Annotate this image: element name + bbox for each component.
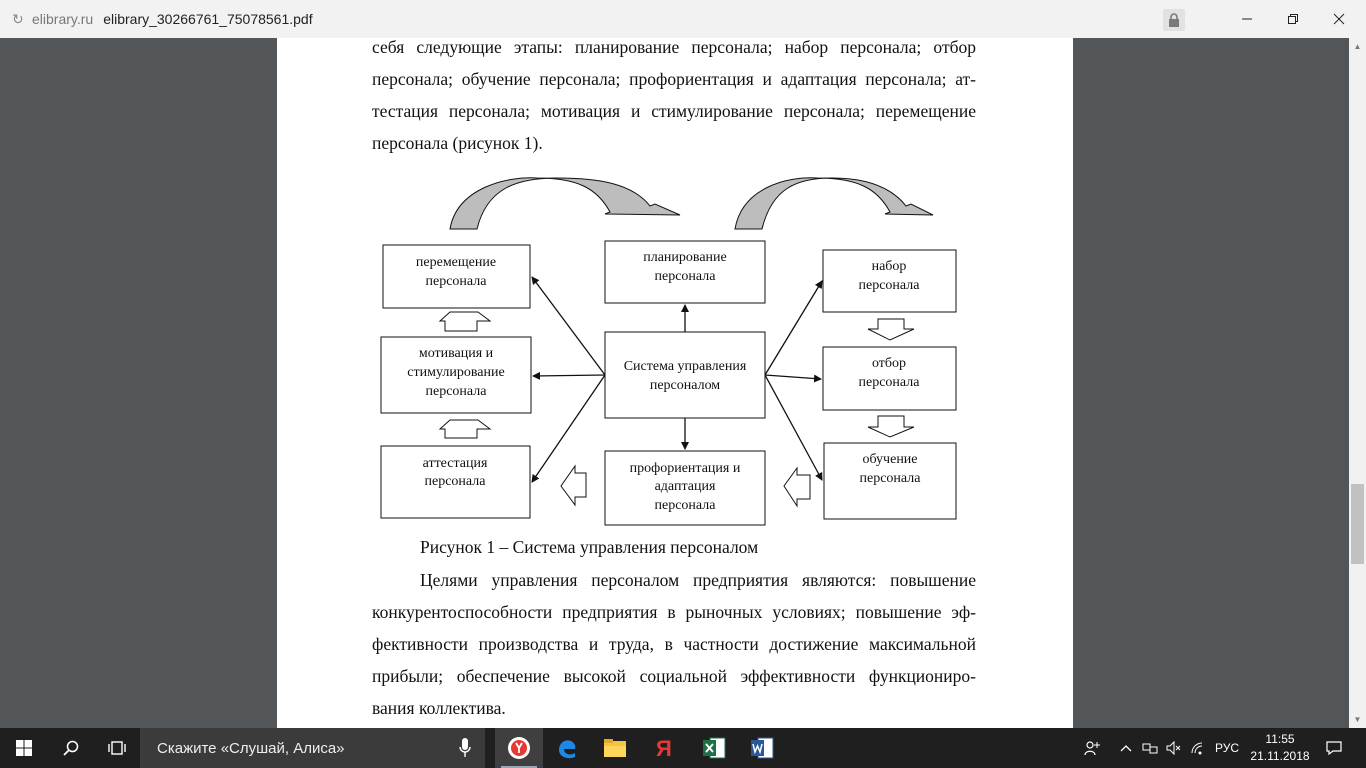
text-line: прибыли; обеспечение высокой социальной эффективности функциониро- (372, 666, 976, 686)
restore-button[interactable] (1270, 0, 1316, 38)
label-planning-1: планирование (643, 250, 727, 265)
excel-icon (702, 737, 726, 759)
label-selection-1: отбор (871, 356, 907, 371)
excel-app[interactable] (690, 728, 738, 768)
label-planning-2: персонала (654, 269, 716, 284)
reload-icon[interactable]: ↻ (12, 11, 24, 27)
scroll-down-icon[interactable]: ▼ (1353, 715, 1362, 724)
yandex-icon (653, 737, 673, 759)
arrow-to-attestation (532, 375, 605, 482)
block-arrow-down-bottom (868, 416, 914, 437)
task-view-icon[interactable] (94, 728, 140, 768)
clock[interactable] (1244, 731, 1316, 765)
label-relocation-2: персонала (425, 274, 487, 289)
label-orientation-1: профориентация и (629, 461, 741, 476)
paragraph-goals (372, 564, 976, 596)
network-icon[interactable] (1140, 728, 1160, 768)
arrow-to-training (765, 375, 822, 480)
text-line: тестация персонала; мотивация и стимулирование персонала; перемещение (372, 101, 976, 121)
word-app[interactable] (738, 728, 786, 768)
text-line: себя следующие этапы: планирование персонала; набор персонала; отбор (372, 38, 976, 57)
label-orientation-3: персонала (654, 498, 716, 513)
wifi-icon[interactable] (1188, 728, 1208, 768)
edge-app[interactable] (543, 728, 591, 768)
label-training-2: персонала (859, 471, 921, 486)
label-motivation-2: стимулирование (407, 365, 505, 380)
arrow-to-recruitment (765, 281, 822, 375)
label-relocation-1: перемещение (415, 255, 497, 270)
paragraph-goals-cont (372, 596, 976, 692)
folder-icon (603, 738, 627, 758)
search-icon[interactable] (48, 728, 94, 768)
curved-arrow-left (450, 178, 680, 229)
label-attestation-1: аттестация (422, 456, 488, 471)
file-explorer-app[interactable] (591, 728, 639, 768)
clock-date: 21.11.2018 (1250, 749, 1310, 763)
label-motivation-3: персонала (425, 384, 487, 399)
label-recruitment-2: персонала (858, 278, 920, 293)
arrow-to-selection (765, 375, 821, 379)
taskbar (0, 728, 1366, 768)
yandex-browser-app[interactable] (495, 728, 543, 768)
chevron-up-icon[interactable] (1116, 728, 1136, 768)
text-line: вания коллектива. (372, 698, 506, 718)
block-arrow-up-bottom (440, 420, 490, 438)
arrow-to-motivation (533, 375, 605, 376)
hr-system-diagram (277, 38, 1073, 538)
minimize-button[interactable] (1224, 0, 1270, 38)
address-filename[interactable]: elibrary_30266761_75078561.pdf (103, 11, 313, 27)
scroll-thumb[interactable] (1351, 484, 1364, 564)
scroll-up-icon[interactable]: ▲ (1353, 42, 1362, 51)
browser-titlebar (0, 0, 1366, 38)
alice-search-placeholder: Скажите «Слушай, Алиса» (157, 739, 345, 757)
block-arrow-left-2 (784, 468, 810, 506)
label-orientation-2: адаптация (654, 479, 716, 494)
pdf-viewer[interactable] (0, 38, 1366, 728)
notifications-icon[interactable] (1320, 728, 1348, 768)
text-line: персонала; обучение персонала; профориентация и адаптация персонала; ат- (372, 69, 976, 89)
edge-icon (556, 737, 578, 759)
address-area[interactable] (0, 0, 313, 38)
label-attestation-2: персонала (424, 474, 486, 489)
pdf-page (277, 38, 1073, 728)
label-center-2: персоналом (649, 378, 721, 393)
block-arrow-up-top (440, 312, 490, 331)
microphone-icon[interactable] (459, 738, 471, 762)
yandex-browser-icon (507, 736, 531, 760)
label-center-1: Система управления (623, 359, 747, 374)
vertical-scrollbar[interactable] (1349, 38, 1366, 728)
clock-time: 11:55 (1265, 732, 1295, 746)
text-line: персонала (рисунок 1). (372, 133, 543, 153)
address-domain[interactable]: elibrary.ru (32, 11, 94, 27)
label-selection-2: персонала (858, 375, 920, 390)
language-indicator[interactable]: РУС (1214, 741, 1240, 755)
arrow-to-relocation (532, 277, 605, 375)
word-icon (750, 737, 774, 759)
figure-caption: Рисунок 1 – Система управления персоналом (420, 537, 759, 557)
svg-text:Я: Я (656, 737, 672, 759)
label-recruitment-1: набор (871, 259, 907, 274)
text-line: Целями управления персоналом предприятия являются: повышение (420, 570, 976, 590)
text-line: конкурентоспособности предприятия в рыночных условиях; повышение эф- (372, 602, 976, 622)
text-line: фективности производства и труда, в частности достижение максимальной (372, 634, 976, 654)
windows-start-icon[interactable] (0, 728, 48, 768)
people-icon[interactable] (1080, 728, 1104, 768)
paragraph-goals-end (372, 692, 976, 724)
lock-icon[interactable] (1163, 9, 1185, 31)
label-training-1: обучение (862, 452, 918, 467)
yandex-app[interactable] (639, 728, 687, 768)
curved-arrow-right (735, 178, 933, 229)
box-center (605, 332, 765, 418)
block-arrow-down-top (868, 319, 914, 340)
volume-muted-icon[interactable] (1164, 728, 1184, 768)
block-arrow-left-1 (561, 466, 586, 505)
label-motivation-1: мотивация и (418, 346, 494, 361)
alice-search-box[interactable] (140, 728, 485, 768)
close-button[interactable] (1316, 0, 1362, 38)
